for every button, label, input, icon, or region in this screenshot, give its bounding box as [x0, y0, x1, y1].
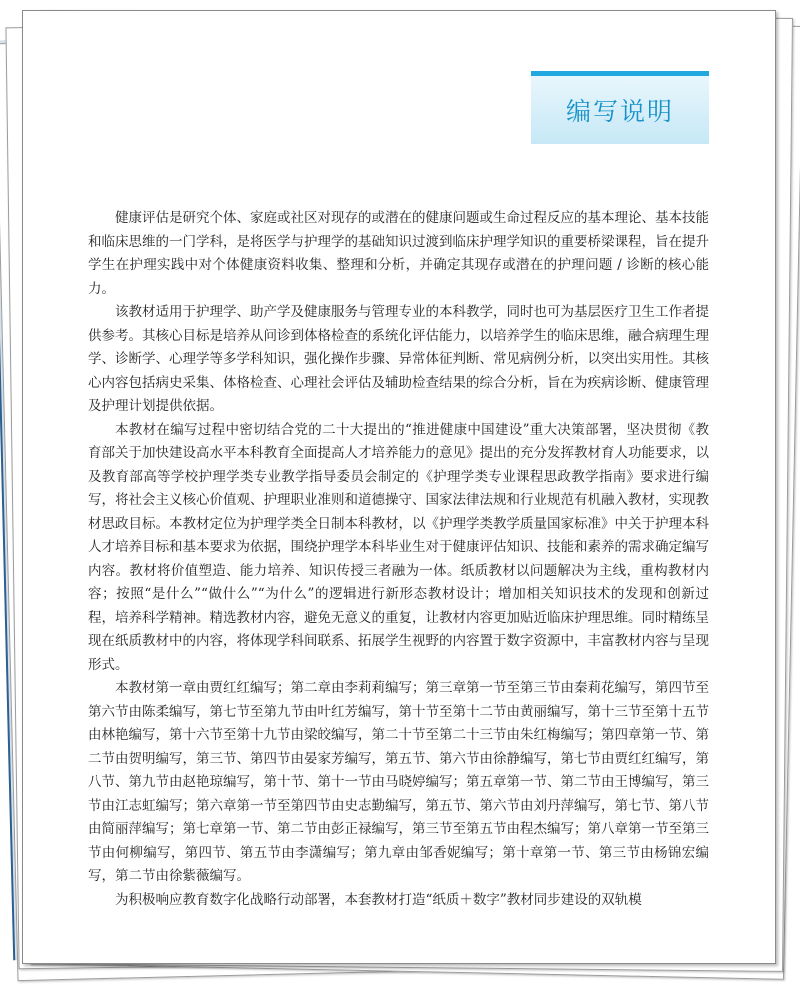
section-title-banner [531, 71, 709, 144]
paragraph-authors: 本教材第一章由贾红红编写；第二章由李莉莉编写；第三章第一节至第三节由秦莉花编写，第四节至第六节由陈柔编写，第七节至第九节由叶红芳编写，第十节至第十二节由黄丽编写，第十三节至第十五节由林艳编写，第十六节至第十九节由梁皎编写，第二十节至第二十三节由朱红梅编写；第四章第一节、第二节由贺明编写，第三节、第四节由晏家芳编写，第五节、第六节由徐静编写，第七节由贾红红编写，第八节、第九节由赵艳琼编写，第十节、第十一节由马晓婷编写；第五章第一节、第二节由王博编写，第三节由江志虹编写；第六章第一节至第四节由史志勤编写，第五节、第六节由刘丹萍编写，第七节、第八节由简丽萍编写；第七章第一节、第二节由彭正禄编写，第三节至第五节由程杰编写；第八章第一节至第三节由何柳编写，第四节、第五节由李潇编写；第九章由邹香妮编写；第十章第一节、第三节由杨锦宏编写，第二节由徐紫薇编写。 [88, 680, 709, 884]
document-page [22, 10, 776, 964]
paragraph-digital: 为积极响应教育数字化战略行动部署，本套教材打造“纸质＋数字”教材同步建设的双轨模 [115, 891, 642, 908]
paragraph-principles: 本教材在编写过程中密切结合党的二十大提出的“推进健康中国建设”重大决策部署，坚决贯彻《教育部关于加快建设高水平本科教育全面提高人才培养能力的意见》提出的充分发挥教材育人功能要求，以及教育部高等学校护理学类专业教学指导委员会制定的《护理学类专业课程思政教学指南》要求进行编写，将社会主义核心价值观、护理职业准则和道德操守、国家法律法规和行业规范有机融入教材，实现教材思政目标。本教材定位为护理学类全日制本科教材，以《护理学类教学质量国家标准》中关于护理本科人才培养目标和基本要求为依据，围绕护理学本科毕业生对于健康评估知识、技能和素养的需求确定编写内容。教材将价值塑造、能力培养、知识传授三者融为一体。纸质教材以问题解决为主线，重构教材内容；按照“是什么”“做什么”“为什么”的逻辑进行新形态教材设计；增加相关知识技术的发现和创新过程，培养科学精神。精选教材内容，避免无意义的重复，让教材内容更加贴近临床护理思维。同时精练呈现在纸质教材中的内容，将体现学科间联系、拓展学生视野的内容置于数字资源中，丰富教材内容与呈现形式。 [88, 421, 709, 673]
paragraph-scope: 该教材适用于护理学、助产学及健康服务与管理专业的本科教学，同时也可为基层医疗卫生工作者提供参考。其核心目标是培养从问诊到体格检查的系统化评估能力，以培养学生的临床思维，融合病理生理学、诊断学、心理学等多学科知识，强化操作步骤、异常体征判断、常见病例分析，以突出实用性。其核心内容包括病史采集、体格检查、心理社会评估及辅助检查结果的综合分析，旨在为疾病诊断、健康管理及护理计划提供依据。 [88, 304, 709, 414]
body-text [88, 207, 709, 912]
paragraph-intro: 健康评估是研究个体、家庭或社区对现存的或潜在的健康问题或生命过程反应的基本理论、基本技能和临床思维的一门学科，是将医学与护理学的基础知识过渡到临床护理学知识的重要桥梁课程，旨在提升学生在护理实践中对个体健康资料收集、整理和分析，并确定其现存或潜在的护理问题 / 诊断的核心能力。 [88, 210, 709, 297]
page-title: 编写说明 [565, 97, 674, 126]
